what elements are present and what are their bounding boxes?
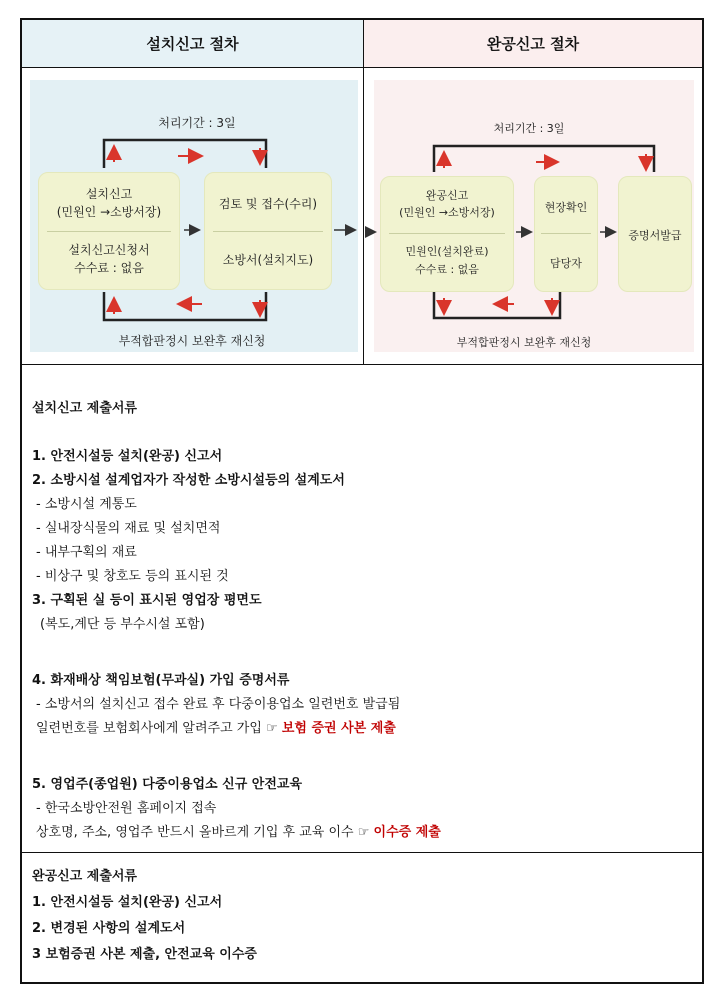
completion-procedure-header (364, 20, 702, 68)
install-doc-item-4: 4. 화재배상 책임보험(무과실) 가입 증명서류 (32, 673, 290, 688)
install-doc-item-5-sub: - 한국소방안전원 홈페이지 접속 (36, 801, 217, 816)
completion-rejection-note: 부적합판정시 보완후 재신청 (456, 336, 592, 349)
install-procedure-title: 설치신고 절차 (146, 35, 239, 53)
install-doc-item-4-note-text: 일련번호를 보험회사에게 알려주고 가입 (36, 721, 262, 736)
install-step1-fee: 수수료 : 없음 (74, 261, 144, 275)
procedure-document (20, 18, 704, 984)
completion-doc-item-1: 1. 안전시설등 설치(완공) 신고서 (32, 895, 223, 910)
completion-step1-document: 민원인(설치완료) (405, 245, 489, 258)
completion-doc-item-2: 2. 변경된 사항의 설계도서 (32, 921, 186, 936)
install-doc-item-5-note-text: 상호명, 주소, 영업주 반드시 올바르게 기입 후 교육 이수 (36, 825, 354, 840)
completion-step2-title: 현장확인 (544, 201, 588, 214)
install-step1-title: 설치신고 (85, 187, 133, 201)
completion-step1-divider (389, 233, 505, 234)
install-period: 처리기간 : 3일 (158, 116, 236, 130)
completion-step2-subtitle: 담당자 (550, 257, 582, 270)
pointing-hand-icon: ☞ (357, 825, 370, 840)
install-step2-title: 검토 및 접수(수리) (218, 197, 318, 211)
certificate-submit-note: 이수증 제출 (373, 825, 441, 840)
install-step1-subtitle: (민원인 →소방서장) (56, 205, 162, 219)
completion-documents-section (22, 852, 702, 982)
install-step2-subtitle: 소방서(설치지도) (222, 253, 314, 267)
install-documents-section (22, 364, 702, 852)
install-step1-divider (47, 231, 171, 232)
completion-period: 처리기간 : 3일 (493, 122, 565, 135)
install-step2-divider (213, 231, 323, 232)
install-doc-item-5-note (36, 821, 441, 840)
completion-step1-title: 완공신고 (425, 189, 469, 202)
completion-doc-item-3: 3 보험증권 사본 제출, 안전교육 이수증 (32, 947, 257, 962)
insurance-submit-note: 보험 증권 사본 제출 (281, 721, 396, 736)
install-doc-item-2-sub: - 내부구획의 재료 (36, 545, 137, 560)
install-doc-item-4-note (36, 717, 396, 736)
install-procedure-header (22, 20, 364, 68)
install-doc-item-1: 1. 안전시설등 설치(완공) 신고서 (32, 449, 223, 464)
completion-procedure-title: 완공신고 절차 (486, 35, 580, 53)
install-rejection-note: 부적합판정시 보완후 재신청 (118, 334, 266, 348)
install-doc-item-2: 2. 소방시설 설계업자가 작성한 소방시설등의 설계도서 (32, 473, 345, 488)
completion-step3-box (618, 176, 692, 292)
completion-step1-subtitle: (민원인 →소방서장) (399, 206, 495, 219)
completion-step2-box (534, 176, 598, 292)
install-step1-box (38, 172, 180, 290)
install-doc-item-2-sub: - 소방시설 계통도 (36, 497, 137, 512)
completion-docs-heading: 완공신고 제출서류 (32, 869, 137, 884)
install-doc-item-5: 5. 영업주(종업원) 다중이용업소 신규 안전교육 (32, 777, 303, 792)
install-doc-item-3: 3. 구획된 실 등이 표시된 영업장 평면도 (32, 593, 262, 608)
completion-step1-fee: 수수료 : 없음 (415, 263, 479, 276)
install-doc-item-3-note: (복도,계단 등 부수시설 포함) (40, 617, 205, 632)
completion-step1-box (380, 176, 514, 292)
install-doc-item-2-sub: - 비상구 및 창호도 등의 표시된 것 (36, 569, 229, 584)
completion-procedure-diagram (364, 68, 702, 364)
install-doc-item-2-sub: - 실내장식물의 재료 및 설치면적 (36, 521, 221, 536)
pointing-hand-icon: ☞ (266, 721, 278, 736)
install-step1-document: 설치신고신청서 (68, 243, 150, 257)
install-step2-box (204, 172, 332, 290)
completion-step3-title: 증명서발급 (628, 229, 682, 242)
install-docs-heading: 설치신고 제출서류 (32, 401, 137, 416)
completion-step2-divider (541, 233, 591, 234)
install-procedure-diagram (22, 68, 364, 364)
install-doc-item-4-sub: - 소방서의 설치신고 접수 완료 후 다중이용업소 일련번호 발급됨 (36, 697, 401, 712)
